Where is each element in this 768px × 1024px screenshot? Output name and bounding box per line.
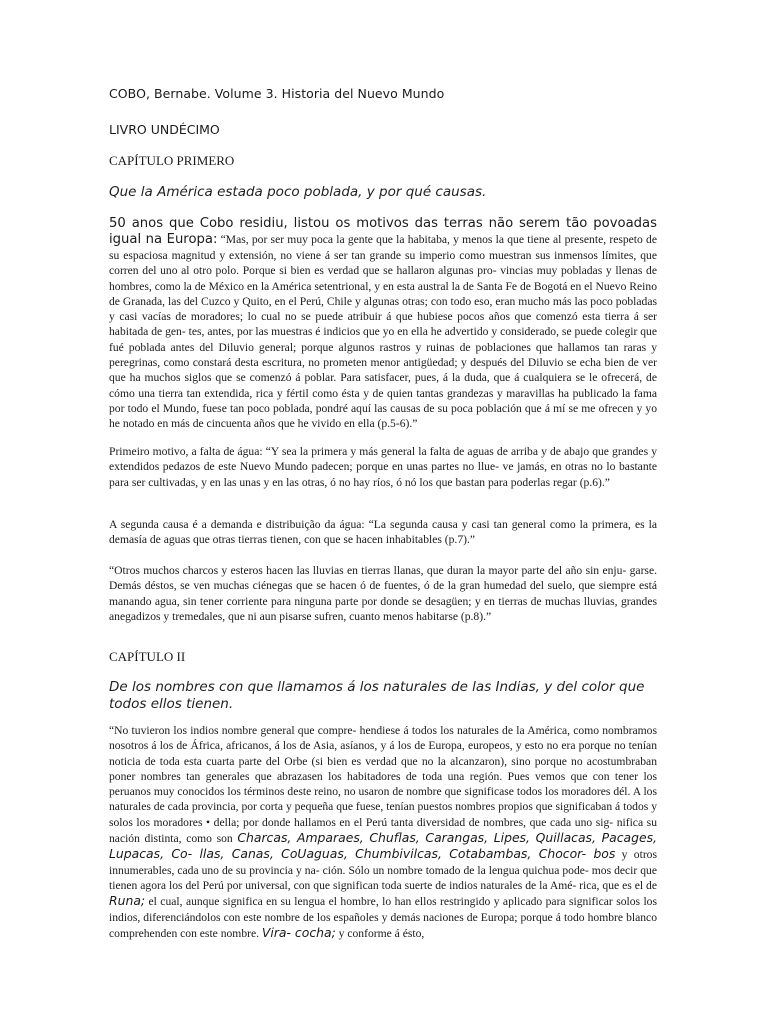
paragraph-indian-names bbox=[109, 723, 657, 941]
names-text-d: y conforme á ésto, bbox=[335, 926, 425, 940]
names-text-b: y otros innumerables, cada uno de su provincia y na- ción. Sólo un nombre tomado de la lengua quichua pode- mos decir que tienen agora los del Perú por universal, con que significan toda suerte de indios naturales de la Amé- rica, que es el de bbox=[109, 848, 657, 892]
chapter-1-intro bbox=[109, 216, 657, 432]
paragraph-second-cause: A segunda causa é a demanda e distribuição da água: “La segunda causa y casi tan general como la primera, es la demasía de aguas que otras tierras tienen, con que se hacen inhabitables (p.7).” bbox=[109, 518, 657, 547]
book-heading: LIVRO UNDÉCIMO bbox=[109, 122, 220, 137]
province-names: Charcas, Amparaes, Chuflas, Carangas, Lipes, Quillacas, Pacages, Lupacas, Co- llas, Canas, CoUaguas, Chumbivilcas, Cotabambas, Chocor- bos bbox=[109, 830, 657, 862]
intro-lead: 50 anos que Cobo residiu, listou os motivos das terras não serem tão povoadas igual na Europa: bbox=[109, 216, 657, 247]
names-text-a: “No tuvieron los indios nombre general que compre- hendiese á todos los naturales de la América, como nombramos nosotros á los de África, africanos, á los de Asia, asíanos, y á los de Europa, europeos, y esto no era porque no tenían noticia de toda esta cuarta parte del Orbe (si bien es verdad que no la alcanzaron), sino porque no acostumbraban poner nombres tan generales que abrazasen los habitadores de toda una región. Pues vemos que con tener los peruanos muy conocidos los términos deste reino, no usaron de nombre que significase todos los moradores dél. A los naturales de cada provincia, por corta y pequeña que fuese, tenían puestos nombres propios que significaban á todos y solos los moradores • della; por donde hallamos en el Perú tanta diversidad de nombres, que cada uno sig- nifica su nación distinta, como son bbox=[109, 724, 657, 846]
chapter-2-heading: CAPÍTULO II bbox=[109, 649, 186, 664]
paragraph-first-cause: Primeiro motivo, a falta de água: “Y sea la primera y más general la falta de aguas de arriba y de abajo que grandes y extendidos pedazos de este Nuevo Mundo padecen; porque en unas partes no llue- ve jamás, en otras no lo bastante para ser cultivadas, y en las unas y en las otras, ó no hay ríos, ó nó los que bastan para poderlas regar (p.6).” bbox=[109, 445, 657, 489]
runa-term: Runa; bbox=[109, 893, 146, 909]
chapter-2-subtitle: De los nombres con que llamamos á los naturales de las Indias, y del color que todos ellos tienen. bbox=[109, 679, 645, 712]
names-text-c: el cual, aunque significa en su lengua el hombre, lo han ellos restringido y aplicado para significar solos los indios, diferenciándolos con este nombre de los españoles y demás naciones de Europa; porque á todo hombre blanco comprehenden con este nombre. bbox=[109, 895, 657, 940]
viracocha-term: Vira- cocha; bbox=[261, 924, 336, 940]
chapter-1-subtitle: Que la América estada poco poblada, y por qué causas. bbox=[109, 184, 487, 200]
chapter-1-heading: CAPÍTULO PRIMERO bbox=[109, 153, 235, 168]
paragraph-marshes: “Otros muchos charcos y esteros hacen las lluvias en tierras llanas, que duran la mayor parte del año sin enju- garse. Demás déstos, se ven muchas ciénegas que se hacen ó de fuentes, ó de la gran humedad del suelo, que siempre está manando agua, sin tener corriente para ninguna parte por donde se desagüen; y en tierras de muchas lluvias, grandes anegadizos y tremedales, que ni aun pisarse sufren, cuanto menos habitarse (p.8).” bbox=[109, 564, 657, 623]
document-title: COBO, Bernabe. Volume 3. Historia del Nuevo Mundo bbox=[109, 86, 445, 101]
intro-quote: “Mas, por ser muy poca la gente que la habitaba, y menos la que tiene al presente, respeto de su espaciosa magnitud y extensión, no viene á ser tan grande su imperio como muestran sus inmensos límites, que corren del uno al otro polo. Porque si bien es verdad que se hallaron algunas pro- vincias muy pobladas y llenas de hombres, como la de México en la América setentrional, y en esta austral la de Santa Fe de Bogotá en el Nuevo Reino de Granada, las del Cuzco y Quito, en el Perú, Chile y algunas otras; con todo eso, eran mucho más las poco pobladas y casi vacías de moradores; lo cual no se puede atribuir á que hubiese pocos años que comenzó esta tierra á ser habitada de gen- tes, antes, por las muestras é indicios que yo en ella he advertido y considerado, se puede colegir que fué poblada antes del Diluvio general; porque algunos rastros y ruinas de poblaciones que hallamos tan raras y peregrinas, como constará desta escritura, no prometen menor antigüedad; y después del Diluvio se echa bien de ver que ha muchos siglos que se comenzó á poblar. Para satisfacer, pues, á la duda, que á cualquiera se le ofrecerá, de cómo una tierra tan extendida, rica y fértil como ésta y de quien tantas grandezas y maravillas ha publicado la fama por todo el Mundo, fuese tan poco poblada, pondré aquí las causas de su poca población que á mí se me ofrecen y yo he notado en más de cincuenta años que he vivido en ella (p.5-6).” bbox=[109, 233, 657, 431]
